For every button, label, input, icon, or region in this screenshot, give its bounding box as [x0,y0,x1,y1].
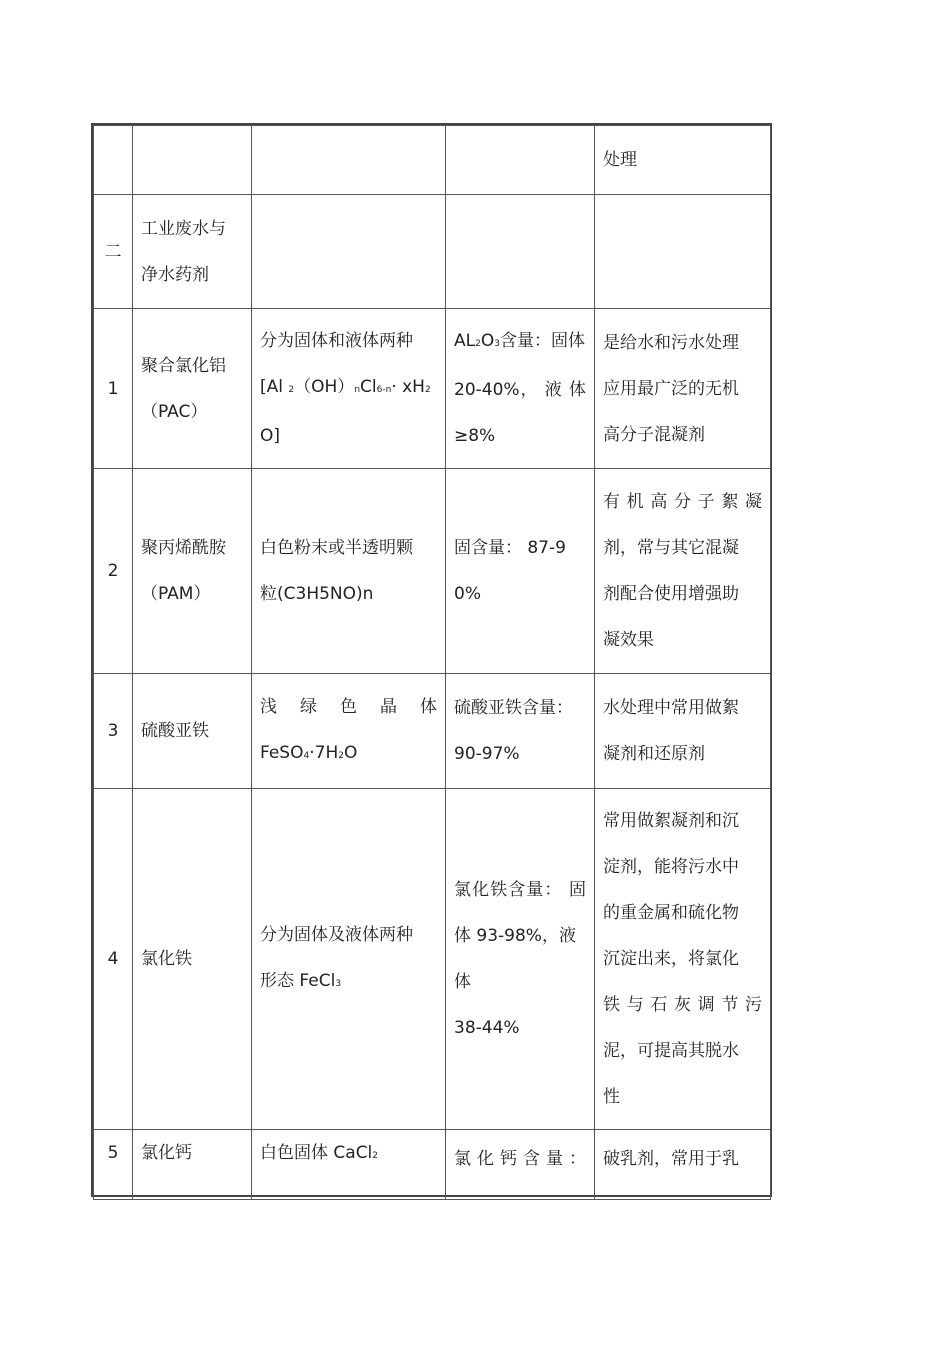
use-line: 性 [603,1087,620,1107]
use-line: 处理 [603,150,637,170]
form-formula: 白色固体 CaCl2 [260,1143,379,1163]
use-line: 泥，可提高其脱水 [603,1041,739,1061]
form-formula: 形态 FeCl3 [260,970,342,991]
cell-no [94,126,133,195]
form-line: 浅 绿 色 晶 体 [260,696,437,717]
cell-name [133,789,252,1130]
use-line: 铁 与 石 灰 调 节 污 [603,995,762,1015]
cell-content [446,674,595,789]
cell-use [595,789,771,1130]
cell-form [252,789,446,1130]
use-line: 高分子混凝剂 [603,424,705,445]
cell-form [252,1130,446,1200]
content-line: 38-44% [454,1018,520,1038]
form-line: 粒(C3H5NO)n [260,584,374,604]
cell-no: 1 [94,309,133,469]
use-line: 剂配合使用增强助 [603,584,739,604]
cell-name [133,1130,252,1200]
use-line: 的重金属和硫化物 [603,903,739,923]
use-line: 淀剂，能将污水中 [603,857,739,877]
name-line: 净水药剂 [141,264,209,285]
cell-no: 二 [94,195,133,309]
cell-name [133,674,252,789]
cell-content [446,789,595,1130]
table-row [94,674,771,789]
cell-no: 4 [94,789,133,1130]
cell-use [595,469,771,674]
content-line: ≥8% [454,426,496,446]
cell-use [595,1130,771,1200]
table-row [94,789,771,1130]
cell-form [252,674,446,789]
content-line: 90-97% [454,744,520,764]
content-line: 20-40%， 液 体 [454,380,586,400]
use-line: 剂，常与其它混凝 [603,538,739,558]
cell-name [133,309,252,469]
reagent-table [91,123,772,1197]
form-formula: FeSO4·7H2O [260,742,358,763]
cell-use [595,674,771,789]
form-line: 分为固体和液体两种 [260,331,413,351]
use-line: 应用最广泛的无机 [603,378,739,399]
name-line: 工业废水与 [141,218,226,239]
cell-content [446,309,595,469]
form-line: 分为固体及液体两种 [260,924,413,945]
table-row [94,126,771,195]
use-line: 是给水和污水处理 [603,332,739,353]
use-line: 有 机 高 分 子 絮 凝 [603,492,762,512]
cell-name [133,469,252,674]
use-line: 沉淀出来，将氯化 [603,949,739,969]
cell-content [446,1130,595,1200]
cell-no: 2 [94,469,133,674]
form-formula: [Al 2（OH）nCl6-n· xH2O] [260,377,431,446]
cell-name [133,126,252,195]
cell-form [252,126,446,195]
cell-use [595,126,771,195]
name-line: （PAM） [141,584,211,604]
use-line: 水处理中常用做絮 [603,698,739,718]
cell-content [446,469,595,674]
use-line: 破乳剂，常用于乳 [603,1149,739,1169]
table-row [94,469,771,674]
name-line: （PAC） [141,401,208,422]
table-row [94,195,771,309]
cell-no: 3 [94,674,133,789]
cell-use [595,309,771,469]
use-line: 常用做絮凝剂和沉 [603,811,739,831]
name-line: 氯化钙 [141,1143,192,1163]
cell-form [252,469,446,674]
cell-no: 5 [94,1130,133,1200]
name-line: 聚丙烯酰胺 [141,538,226,558]
cell-content [446,126,595,195]
cell-name [133,195,252,309]
table-row [94,1130,771,1200]
content-line: 硫酸亚铁含量： [454,698,573,718]
cell-use [595,195,771,309]
content-line: AL2O3含量：固体 [454,331,585,351]
cell-form [252,195,446,309]
cell-content [446,195,595,309]
name-line: 聚合氯化铝 [141,355,226,376]
content-line: 氯化铁含量： 固 [454,880,586,900]
use-line: 凝效果 [603,630,654,650]
content-line: 固含量： 87-90% [454,538,566,604]
name-line: 硫酸亚铁 [141,721,209,741]
use-line: 凝剂和还原剂 [603,744,705,764]
reagent-table-grid [93,125,771,1200]
cell-form [252,309,446,469]
content-line: 体 93-98%，液体 [454,926,576,992]
form-line: 白色粉末或半透明颗 [260,538,413,558]
content-line: 氯 化 钙 含 量 ： [454,1149,586,1169]
name-line: 氯化铁 [141,949,192,969]
table-row [94,309,771,469]
